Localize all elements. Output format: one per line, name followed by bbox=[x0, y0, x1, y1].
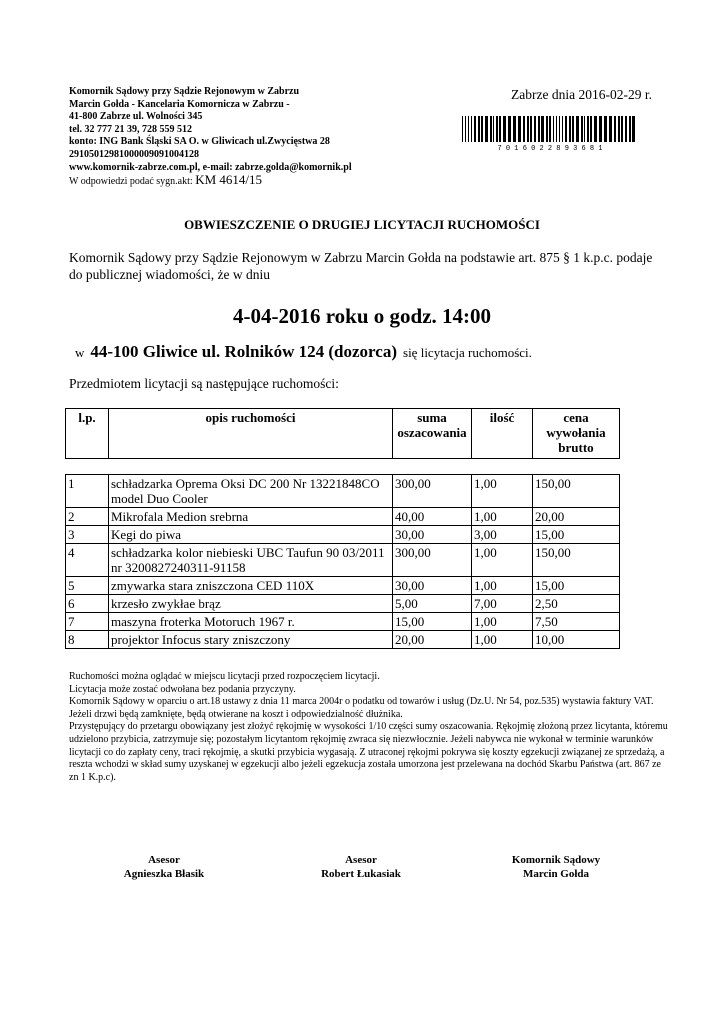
cell-qty: 1,00 bbox=[472, 508, 533, 526]
cell-desc: Mikrofala Medion srebrna bbox=[109, 508, 393, 526]
barcode-bar bbox=[485, 116, 488, 142]
barcode-bar bbox=[508, 116, 511, 142]
items-table bbox=[65, 474, 620, 649]
place-address: 44-100 Gliwice ul. Rolników 124 (dozorca) bbox=[90, 342, 398, 361]
barcode-bar bbox=[559, 116, 560, 142]
notes bbox=[69, 671, 669, 784]
items-header-table bbox=[65, 408, 620, 459]
cell-qty: 1,00 bbox=[472, 544, 533, 577]
cell-qty: 1,00 bbox=[472, 577, 533, 595]
signature-name: Robert Łukasiak bbox=[321, 868, 401, 880]
cell-lp: 6 bbox=[66, 595, 109, 613]
barcode-bar bbox=[493, 116, 494, 142]
cell-desc: zmywarka stara zniszczona CED 110X bbox=[109, 577, 393, 595]
signature-2 bbox=[261, 853, 461, 881]
table-row bbox=[66, 508, 620, 526]
barcode-bar bbox=[625, 116, 627, 142]
cell-sum: 30,00 bbox=[393, 577, 472, 595]
table-row bbox=[66, 475, 620, 508]
barcode-bar bbox=[530, 116, 532, 142]
barcode-bar bbox=[594, 116, 597, 142]
auction-place bbox=[75, 342, 532, 362]
note: Przystępujący do przetargu obowiązany jest złożyć rękojmię w wysokości 1/10 części sumy oszacowania. Rękojmię złożoną przez licytanta, któremu udzielono przybicia, zatrzymuje się; pozostałym licytantom rękojmię zwraca się niezwłocznie. Jeżeli nabywca nie wykonał w terminie warunków licytacji co do zapłaty ceny, traci rękojmię, a skutki przybicia wygasają. Z utraconej rękojmi pokrywa się koszty egzekucji związanej ze sprzedażą, a reszta wchodzi w skład sumy uzyskanej w egzekucji albo jeżeli egzekucja została umorzona jest przelewana na dochód Skarbu Państwa (art. 867 ze zn 1 K.p.c). bbox=[69, 721, 668, 783]
cell-sum: 30,00 bbox=[393, 526, 472, 544]
barcode-digits: 7 0 1 6 0 2 2 8 9 3 6 8 1 bbox=[497, 145, 603, 152]
cell-price: 2,50 bbox=[533, 595, 620, 613]
ref-label: W odpowiedzi podać sygn.akt: bbox=[69, 176, 193, 188]
cell-sum: 300,00 bbox=[393, 544, 472, 577]
signature-name: Marcin Gołda bbox=[522, 868, 590, 880]
cell-desc: schładzarka Oprema Oksi DC 200 Nr 13221848CO model Duo Cooler bbox=[109, 475, 393, 508]
case-reference bbox=[69, 174, 352, 189]
subject-intro: Przedmiotem licytacji są następujące ruchomości: bbox=[69, 376, 339, 391]
barcode-bar bbox=[621, 116, 623, 142]
cell-desc: krzesło zwykłae brąz bbox=[109, 595, 393, 613]
signature-role: Komornik Sądowy bbox=[511, 854, 601, 866]
note: Licytacja może zostać odwołana bez podania przyczyny. bbox=[69, 683, 296, 695]
note: Ruchomości można oglądać w miejscu licytacji przed rozpoczęciem licytacji. bbox=[69, 671, 380, 682]
header-price: cena wywołania brutto bbox=[533, 409, 620, 459]
header-line: konto: ING Bank Śląski SA O. w Gliwicach ul.Zwycięstwa 28 bbox=[69, 136, 330, 148]
cell-sum: 20,00 bbox=[393, 631, 472, 649]
cell-lp: 5 bbox=[66, 577, 109, 595]
table-row bbox=[66, 526, 620, 544]
barcode-bar bbox=[496, 116, 498, 142]
signature-1 bbox=[64, 853, 264, 881]
header-line: Komornik Sądowy przy Sądzie Rejonowym w Zabrzu bbox=[69, 86, 300, 97]
barcode-bar bbox=[538, 116, 540, 142]
barcode-bar bbox=[549, 116, 551, 142]
table-row bbox=[66, 613, 620, 631]
auction-date: 4-04-2016 roku o godz. 14:00 bbox=[232, 304, 492, 328]
cell-qty: 1,00 bbox=[472, 475, 533, 508]
cell-lp: 1 bbox=[66, 475, 109, 508]
cell-qty: 7,00 bbox=[472, 595, 533, 613]
barcode-bar bbox=[609, 116, 612, 142]
signature-role: Asesor bbox=[345, 854, 377, 866]
cell-desc: maszyna froterka Motoruch 1967 r. bbox=[109, 613, 393, 631]
cell-price: 10,00 bbox=[533, 631, 620, 649]
barcode-bar bbox=[565, 116, 567, 142]
table-row bbox=[66, 577, 620, 595]
barcode-bar bbox=[513, 116, 516, 142]
barcode-bar bbox=[618, 116, 620, 142]
barcode-bar bbox=[474, 116, 476, 142]
barcode-bar bbox=[468, 116, 469, 142]
cell-desc: Kegi do piwa bbox=[109, 526, 393, 544]
cell-sum: 5,00 bbox=[393, 595, 472, 613]
barcode-bar bbox=[465, 116, 466, 142]
cell-price: 15,00 bbox=[533, 577, 620, 595]
barcode-bar bbox=[584, 116, 585, 142]
barcode-bar bbox=[534, 116, 536, 142]
barcode-bar bbox=[587, 116, 589, 142]
header-line: 29105012981000009091004128 bbox=[69, 148, 199, 160]
barcode-bar bbox=[632, 116, 635, 142]
cell-price: 20,00 bbox=[533, 508, 620, 526]
barcode-bar bbox=[490, 116, 492, 142]
barcode-bar bbox=[546, 116, 548, 142]
barcode-bar bbox=[576, 116, 579, 142]
barcode-bar bbox=[556, 116, 557, 142]
cell-qty: 1,00 bbox=[472, 613, 533, 631]
table-row bbox=[66, 544, 620, 577]
table-row bbox=[66, 631, 620, 649]
document-date: Zabrze dnia 2016-02-29 r. bbox=[511, 87, 652, 102]
barcode-bar bbox=[499, 116, 501, 142]
ref-value: KM 4614/15 bbox=[195, 172, 262, 188]
cell-price: 7,50 bbox=[533, 613, 620, 631]
cell-price: 15,00 bbox=[533, 526, 620, 544]
cell-sum: 40,00 bbox=[393, 508, 472, 526]
barcode-bar bbox=[462, 116, 463, 142]
cell-lp: 2 bbox=[66, 508, 109, 526]
cell-price: 150,00 bbox=[533, 544, 620, 577]
intro-paragraph: Komornik Sądowy przy Sądzie Rejonowym w Zabrzu Marcin Gołda na podstawie art. 875 § 1 k.p.c. podaje do publicznej wiadomości, że w dniu bbox=[69, 250, 653, 282]
cell-qty: 3,00 bbox=[472, 526, 533, 544]
cell-desc: projektor Infocus stary zniszczony bbox=[109, 631, 393, 649]
barcode-bar bbox=[562, 116, 563, 142]
barcode-bar bbox=[481, 116, 483, 142]
barcode-bar bbox=[527, 116, 529, 142]
signature-3 bbox=[456, 853, 656, 881]
barcode-bar bbox=[523, 116, 525, 142]
barcode-bar bbox=[518, 116, 521, 142]
barcode-bar bbox=[478, 116, 480, 142]
place-prefix: w bbox=[75, 345, 85, 360]
barcode-bar bbox=[581, 116, 583, 142]
place-suffix: się licytacja ruchomości. bbox=[403, 345, 532, 360]
barcode-bar bbox=[553, 116, 554, 142]
cell-desc: schładzarka kolor niebieski UBC Taufun 90 03/2011 nr 3200827240311-91158 bbox=[109, 544, 393, 577]
header-line: www.komornik-zabrze.com.pl, e-mail: zabrze.golda@komornik.pl bbox=[69, 161, 352, 173]
cell-sum: 300,00 bbox=[393, 475, 472, 508]
barcode-bar bbox=[590, 116, 592, 142]
cell-lp: 3 bbox=[66, 526, 109, 544]
cell-sum: 15,00 bbox=[393, 613, 472, 631]
note: Jeżeli drzwi będą zamknięte, będą otwierane na koszt i odpowiedzialność dłużnika. bbox=[69, 708, 403, 720]
header-line: 41-800 Zabrze ul. Wolności 345 bbox=[69, 111, 203, 123]
header-lp: l.p. bbox=[66, 409, 109, 459]
barcode-bar bbox=[629, 116, 631, 142]
barcode-bar bbox=[604, 116, 607, 142]
signature-role: Asesor bbox=[148, 854, 180, 866]
barcode-bar bbox=[541, 116, 544, 142]
table-row bbox=[66, 595, 620, 613]
page-title: OBWIESZCZENIE O DRUGIEJ LICYTACJI RUCHOMOŚCI bbox=[184, 217, 540, 232]
header-line: tel. 32 777 21 39, 728 559 512 bbox=[69, 123, 193, 135]
cell-lp: 4 bbox=[66, 544, 109, 577]
cell-price: 150,00 bbox=[533, 475, 620, 508]
cell-lp: 8 bbox=[66, 631, 109, 649]
header-qty: ilość bbox=[472, 409, 533, 459]
office-header bbox=[69, 86, 352, 189]
barcode-bar bbox=[614, 116, 616, 142]
barcode-bar bbox=[569, 116, 571, 142]
barcode bbox=[462, 116, 638, 152]
note: Komornik Sądowy w oparciu o art.18 ustawy z dnia 11 marca 2004r o podatku od towarów i usług (Dz.U. Nr 54, poz.535) wystawia faktury VAT. bbox=[69, 696, 654, 708]
header-line: Marcin Gołda - Kancelaria Komornicza w Zabrzu - bbox=[69, 98, 290, 110]
header-desc: opis ruchomości bbox=[109, 409, 393, 459]
signature-name: Agnieszka Błasik bbox=[123, 868, 205, 880]
header-sum: suma oszacowania bbox=[393, 409, 472, 459]
cell-lp: 7 bbox=[66, 613, 109, 631]
barcode-bar bbox=[599, 116, 602, 142]
cell-qty: 1,00 bbox=[472, 631, 533, 649]
barcode-bar bbox=[471, 116, 472, 142]
barcode-bar bbox=[503, 116, 506, 142]
barcode-bar bbox=[572, 116, 574, 142]
